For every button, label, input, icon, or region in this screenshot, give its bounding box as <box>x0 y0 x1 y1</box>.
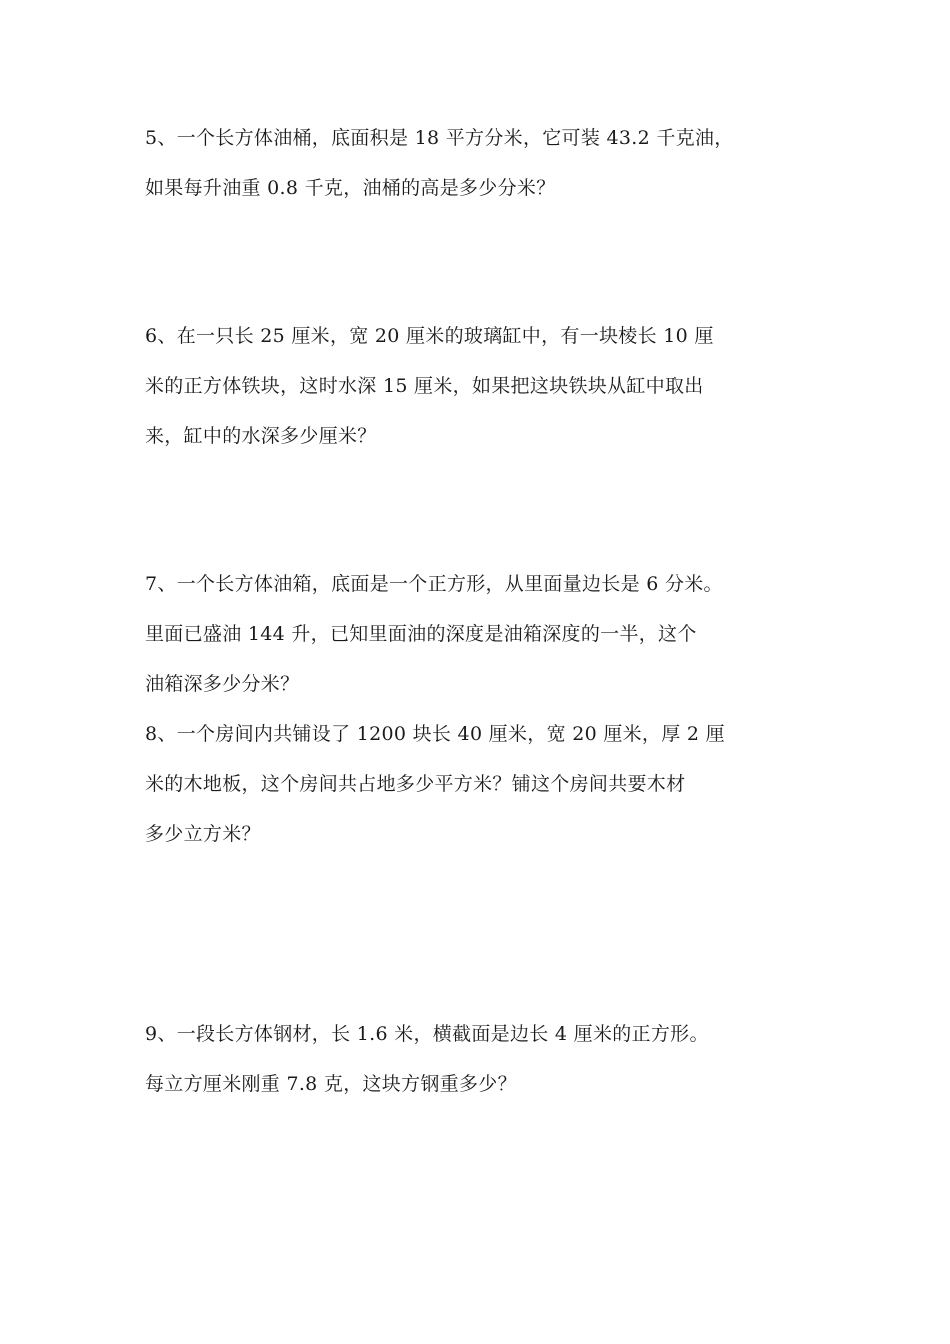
problem-7-line-2: 里面已盛油 144 升，已知里面油的深度是油箱深度的一半，这个 <box>145 623 697 645</box>
problem-6-line-3: 来，缸中的水深多少厘米？ <box>145 425 377 447</box>
problem-6-line-1: 6、在一只长 25 厘米，宽 20 厘米的玻璃缸中，有一块棱长 10 厘 <box>145 325 714 347</box>
problem-7-line-3: 油箱深多少分米？ <box>145 673 300 695</box>
problem-5-line-2: 如果每升油重 0.8 千克，油桶的高是多少分米？ <box>145 177 556 199</box>
problem-8-line-2: 米的木地板，这个房间共占地多少平方米？铺这个房间共要木材 <box>145 773 686 795</box>
problem-9-line-1: 9、一段长方体钢材，长 1.6 米，横截面是边长 4 厘米的正方形。 <box>145 1023 709 1045</box>
problem-9-line-2: 每立方厘米刚重 7.8 克，这块方钢重多少？ <box>145 1073 517 1095</box>
problem-8-line-3: 多少立方米？ <box>145 823 261 845</box>
problem-6-line-2: 米的正方体铁块，这时水深 15 厘米，如果把这块铁块从缸中取出 <box>145 375 704 397</box>
problem-5-line-1: 5、一个长方体油桶，底面积是 18 平方分米，它可装 43.2 千克油， <box>145 127 734 149</box>
problem-8-line-1: 8、一个房间内共铺设了 1200 块长 40 厘米，宽 20 厘米，厚 2 厘 <box>145 723 725 745</box>
problem-7-line-1: 7、一个长方体油箱，底面是一个正方形，从里面量边长是 6 分米。 <box>145 573 723 595</box>
